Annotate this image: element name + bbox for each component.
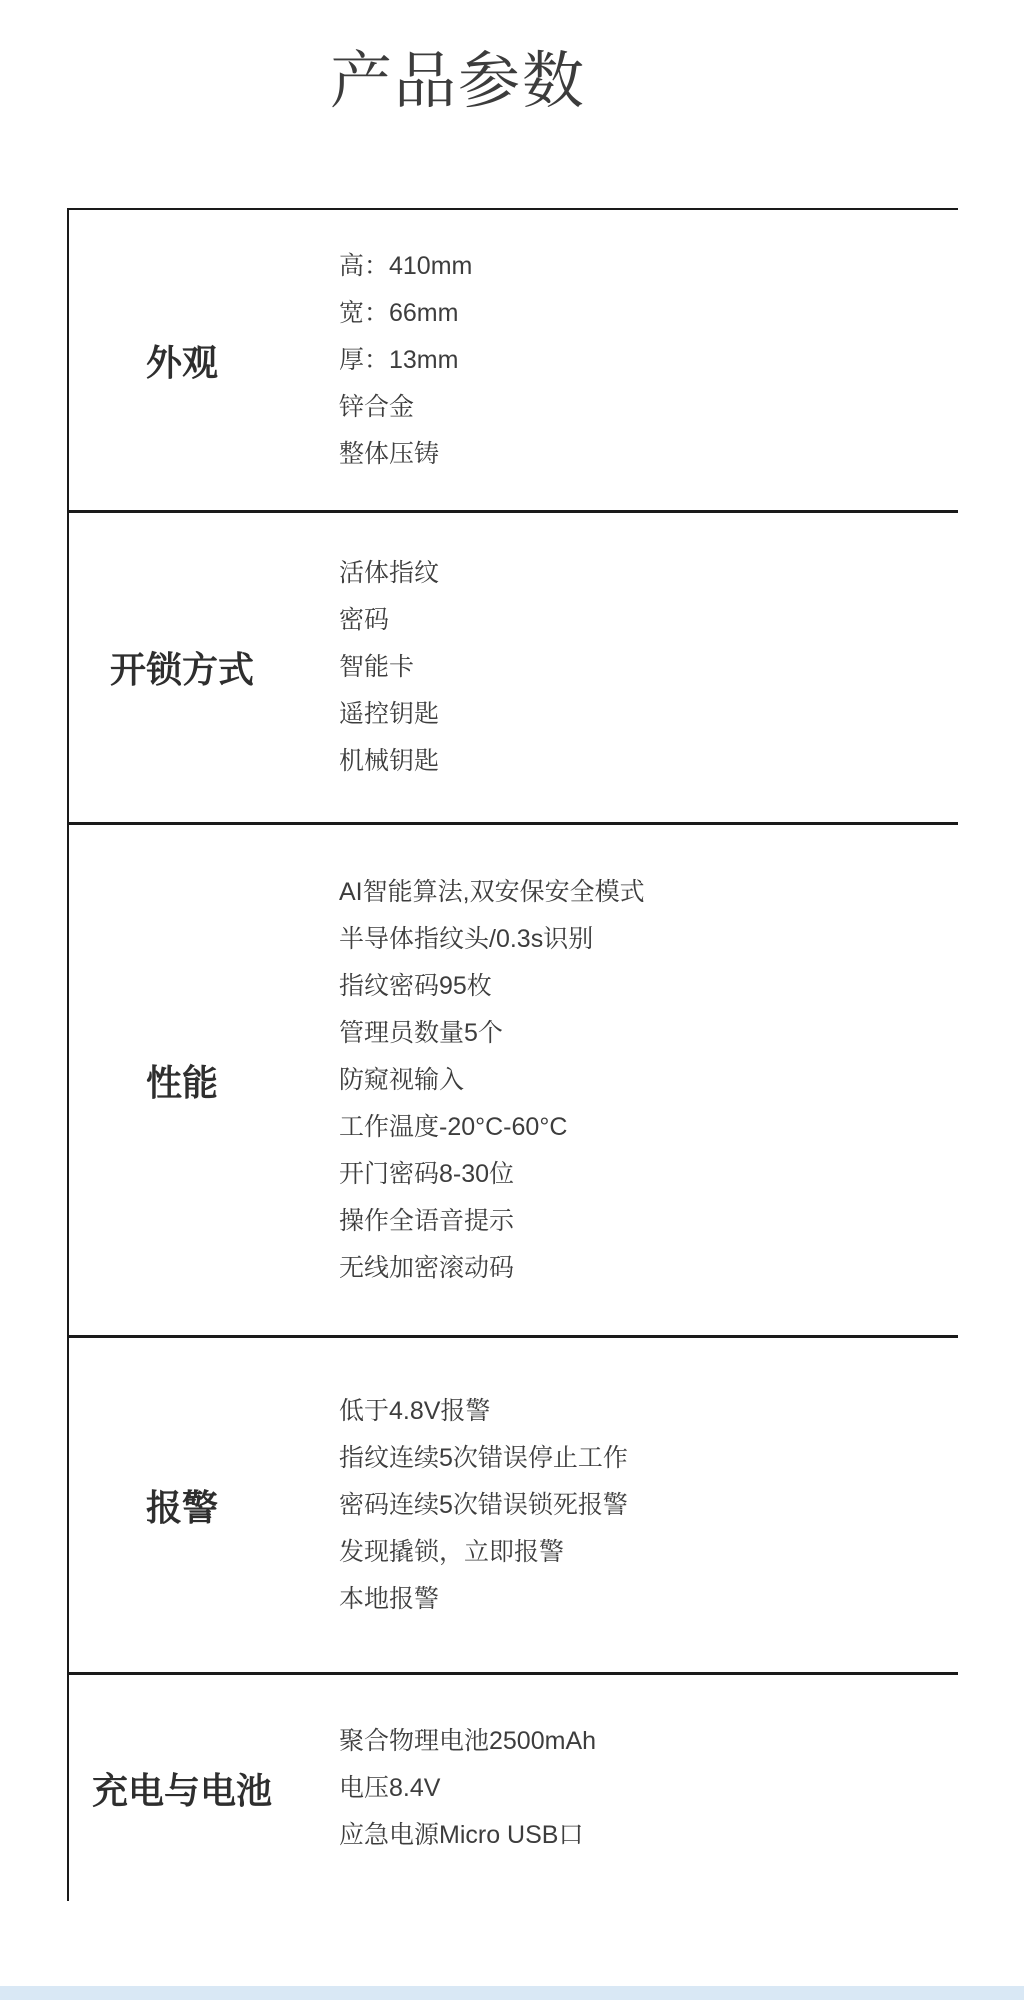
spec-row xyxy=(69,210,958,513)
spec-value-line: 活体指纹 xyxy=(339,559,440,587)
spec-row-label: 开锁方式 xyxy=(109,649,254,690)
spec-row-values xyxy=(295,1675,958,1901)
spec-value-line: 低于4.8V报警 xyxy=(339,1396,491,1425)
spec-value-line: 指纹密码95枚 xyxy=(339,971,492,1000)
spec-value-line: 整体压铸 xyxy=(339,439,440,468)
spec-row xyxy=(69,1338,958,1675)
spec-value-line: 本地报警 xyxy=(339,1584,440,1613)
spec-value-line: 电压8.4V xyxy=(339,1773,441,1802)
spec-value-line: 开门密码8-30位 xyxy=(339,1159,515,1188)
spec-value-line: 高：410mm xyxy=(339,251,473,280)
spec-row-label: 性能 xyxy=(145,1061,218,1103)
page-title: 产品参数 xyxy=(330,47,587,116)
spec-value-line: 遥控钥匙 xyxy=(339,700,440,728)
spec-row-values xyxy=(295,210,958,510)
spec-value-line: 厚：13mm xyxy=(339,345,459,374)
spec-value-line: 操作全语音提示 xyxy=(339,1206,515,1235)
spec-value-line: 锌合金 xyxy=(339,392,415,421)
spec-row xyxy=(69,825,958,1338)
spec-value-line: 智能卡 xyxy=(339,653,415,681)
spec-value-line: AI智能算法,双安保安全模式 xyxy=(339,877,645,906)
spec-row-values xyxy=(295,513,958,822)
spec-value-line: 管理员数量5个 xyxy=(339,1018,503,1047)
spec-value-line: 聚合物理电池2500mAh xyxy=(339,1726,597,1755)
spec-value-line: 半导体指纹头/0.3s识别 xyxy=(339,924,594,953)
spec-row-values xyxy=(295,825,958,1335)
spec-row-values xyxy=(295,1338,958,1672)
spec-row xyxy=(69,1675,958,1901)
spec-value-line: 机械钥匙 xyxy=(339,747,440,775)
spec-value-line: 指纹连续5次错误停止工作 xyxy=(339,1443,628,1472)
bottom-accent-bar xyxy=(0,1986,1024,2000)
spec-value-line: 密码 xyxy=(339,606,390,634)
spec-table xyxy=(67,208,958,1901)
spec-row xyxy=(69,513,958,825)
spec-value-line: 密码连续5次错误锁死报警 xyxy=(339,1490,628,1519)
spec-row-label: 充电与电池 xyxy=(91,1769,272,1811)
spec-row-label: 外观 xyxy=(145,341,218,383)
spec-value-line: 发现撬锁，立即报警 xyxy=(339,1537,565,1566)
spec-value-line: 宽：66mm xyxy=(339,298,459,327)
spec-value-line: 工作温度-20°C-60°C xyxy=(339,1112,568,1141)
spec-value-line: 应急电源Micro USB口 xyxy=(339,1820,584,1849)
spec-row-label: 报警 xyxy=(145,1486,218,1528)
spec-value-line: 防窥视输入 xyxy=(339,1065,465,1094)
spec-value-line: 无线加密滚动码 xyxy=(339,1253,515,1282)
